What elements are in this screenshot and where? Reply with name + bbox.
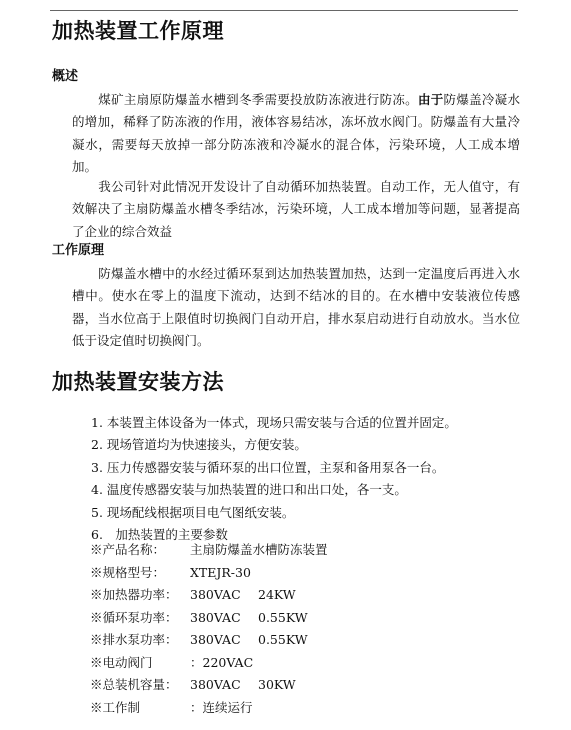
section-title-install: 加热装置安装方法 <box>52 370 224 394</box>
section-title-principle: 加热装置工作原理 <box>52 19 224 43</box>
spec-value: 380VAC <box>190 609 241 625</box>
principle-paragraph <box>72 263 520 353</box>
spec-row <box>90 584 296 606</box>
spec-label: ※产品名称： <box>90 542 166 557</box>
spec-label: ※总装机容量： <box>90 677 178 692</box>
principle-text: 防爆盖水槽中的水经过循环泵到达加热装置加热，达到一定温度后再进入水槽中。使水在零上的温度下流动，达到不结冰的目的。在水槽中安装液位传感器，当水位高于上限值时切换阀门自动开启，排水泵启动进行自动放水。当水位低于设定值时切换阀门。 <box>72 266 520 349</box>
spec-row <box>90 562 251 584</box>
spec-label: ※工作制 <box>90 699 141 715</box>
install-list <box>91 412 531 546</box>
spec-value: 380VAC <box>190 632 241 647</box>
install-item: 4. 温度传感器安装与加热装置的进口和出口处，各一支。 <box>91 482 407 498</box>
overview-text-bold: 由于 <box>417 92 444 107</box>
spec-row <box>90 539 328 561</box>
spec-value-2: 0.55KW <box>258 609 308 625</box>
spec-value: 380VAC <box>190 677 241 692</box>
install-item: 2. 现场管道均为快速接头，方便安装。 <box>91 437 307 453</box>
spec-value-2: 0.55KW <box>258 632 308 647</box>
spec-row <box>90 607 308 629</box>
spec-row <box>90 652 253 674</box>
spec-value: 主扇防爆盖水槽防冻装置 <box>190 542 328 557</box>
overview-text-a: 煤矿主扇原防爆盖水槽到冬季需要投放防冻液进行防冻。 <box>98 92 418 107</box>
spec-label: ※循环泵功率： <box>90 609 178 625</box>
spec-value: ：220VAC <box>190 654 254 670</box>
spec-value: 380VAC <box>190 587 241 602</box>
install-item: 3. 压力传感器安装与循环泵的出口位置，主泵和备用泵各一台。 <box>91 459 445 475</box>
overview-paragraph-2 <box>72 176 520 243</box>
header-rule <box>50 10 518 11</box>
spec-label: ※排水泵功率： <box>90 632 178 647</box>
spec-label: ※加热器功率： <box>90 587 178 602</box>
install-item: 6. 加热装置的主要参数 <box>91 526 228 542</box>
spec-value-2: 30KW <box>258 677 296 692</box>
spec-label: ※电动阀门 <box>90 654 153 670</box>
install-item: 1. 本装置主体设备为一体式，现场只需安装与合适的位置并固定。 <box>91 415 457 430</box>
overview-text-c: 防爆盖冷凝水的增加，稀释了防冻液的作用，液体容易结冰，冻坏放水阀门。防爆盖有大量冷凝水，需要每天放掉一部分防冻液和冷凝水的混合体，污染环境，人工成本增加。 <box>72 92 520 175</box>
principle-heading: 工作原理 <box>52 243 105 258</box>
spec-label: ※规格型号： <box>90 564 166 580</box>
install-item: 5. 现场配线根据项目电气图纸安装。 <box>91 504 295 520</box>
spec-row <box>90 629 308 651</box>
spec-row <box>90 697 253 719</box>
overview-heading: 概述 <box>52 69 79 84</box>
spec-value: ：连续运行 <box>190 699 253 715</box>
overview-text-2: 我公司针对此情况开发设计了自动循环加热装置。自动工作，无人值守，有效解决了主扇防爆盖水槽冬季结冰，污染环境，人工成本增加等问题，显著提高了企业的综合效益 <box>72 179 520 239</box>
overview-paragraph-1 <box>72 89 520 179</box>
spec-value-2: 24KW <box>258 587 296 602</box>
spec-value: XTEJR-30 <box>190 564 251 580</box>
spec-row <box>90 674 296 696</box>
